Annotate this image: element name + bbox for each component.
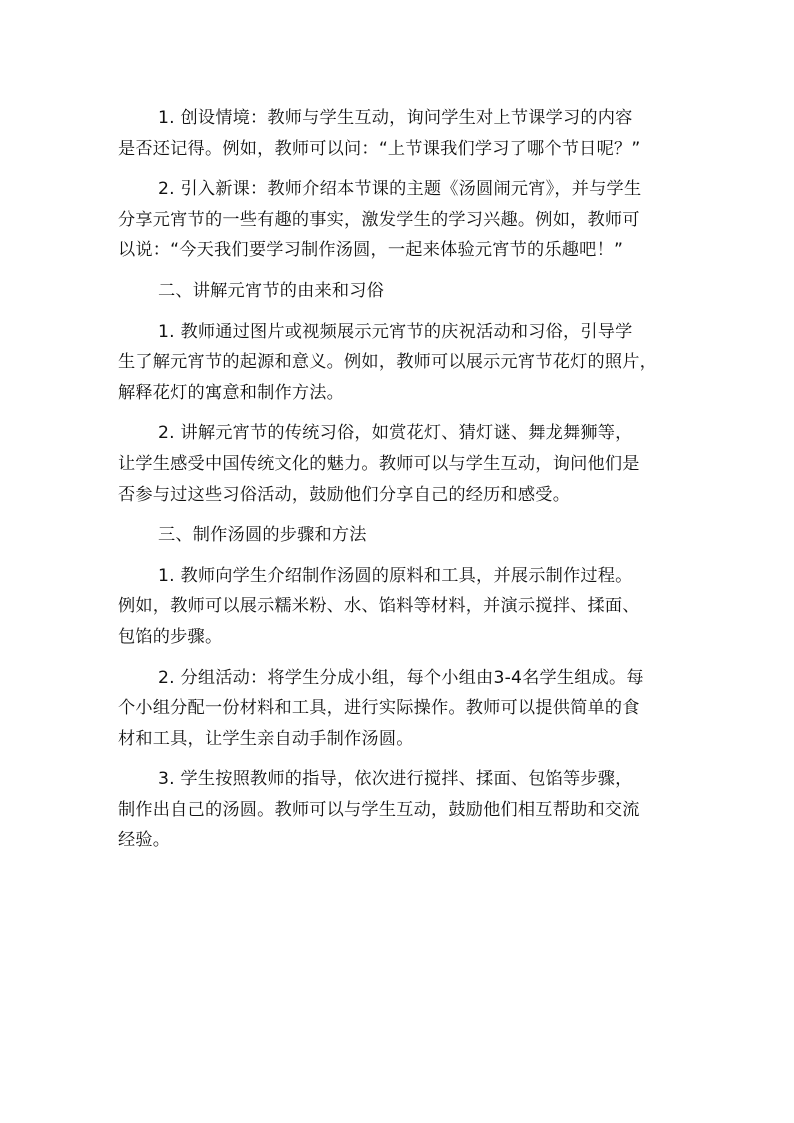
text-line: 3. 学生按照教师的指导，依次进行搅拌、揉面、包馅等步骤，: [158, 769, 633, 790]
text-line: 制作出自己的汤圆。教师可以与学生互动，鼓励他们相互帮助和交流: [118, 799, 640, 820]
text-line: 解释花灯的寓意和制作方法。: [118, 382, 345, 403]
paragraph-origin-1: [118, 317, 678, 409]
paragraph-intro-situation: [118, 103, 678, 164]
section-heading-steps: [118, 520, 678, 551]
text-line: 经验。: [118, 830, 171, 851]
section-heading-text: 三、制作汤圆的步骤和方法: [158, 525, 367, 546]
paragraph-steps-1: [118, 561, 678, 653]
text-line: 让学生感受中国传统文化的魅力。教师可以与学生互动，询问他们是: [118, 453, 640, 474]
text-line: 2. 引入新课：教师介绍本节课的主题《汤圆闹元宵》，并与学生: [158, 179, 642, 200]
paragraph-steps-2: [118, 663, 678, 755]
paragraph-origin-2: [118, 418, 678, 510]
text-line: 2. 讲解元宵节的传统习俗，如赏花灯、猜灯谜、舞龙舞狮等，: [158, 423, 633, 444]
text-line: 1. 教师向学生介绍制作汤圆的原料和工具，并展示制作过程。: [158, 565, 633, 586]
text-line: 1. 教师通过图片或视频展示元宵节的庆祝活动和习俗，引导学: [158, 321, 633, 342]
text-line: 包馅的步骤。: [118, 626, 223, 647]
paragraph-steps-3: [118, 764, 678, 856]
paragraph-new-lesson: [118, 174, 678, 266]
text-line: 个小组分配一份材料和工具，进行实际操作。教师可以提供简单的食: [118, 698, 640, 719]
text-line: 例如，教师可以展示糯米粉、水、馅料等材料，并演示搅拌、揉面、: [118, 596, 640, 617]
section-heading-text: 二、讲解元宵节的由来和习俗: [158, 280, 385, 301]
text-line: 否参与过这些习俗活动，鼓励他们分享自己的经历和感受。: [118, 484, 571, 505]
text-line: 2. 分组活动：将学生分成小组，每个小组由3-4名学生组成。每: [158, 667, 644, 688]
text-line: 材和工具，让学生亲自动手制作汤圆。: [118, 728, 414, 749]
text-line: 1. 创设情境：教师与学生互动，询问学生对上节课学习的内容: [158, 108, 633, 128]
document-body: [118, 103, 678, 866]
section-heading-origin: [118, 276, 678, 307]
text-line: 以说：“今天我们要学习制作汤圆，一起来体验元宵节的乐趣吧！”: [118, 240, 624, 261]
text-line: 生了解元宵节的起源和意义。例如，教师可以展示元宵节花灯的照片，: [118, 352, 658, 373]
text-line: 分享元宵节的一些有趣的事实，激发学生的学习兴趣。例如，教师可: [118, 209, 640, 230]
text-line: 是否还记得。例如，教师可以问：“上节课我们学习了哪个节日呢？”: [118, 138, 641, 159]
